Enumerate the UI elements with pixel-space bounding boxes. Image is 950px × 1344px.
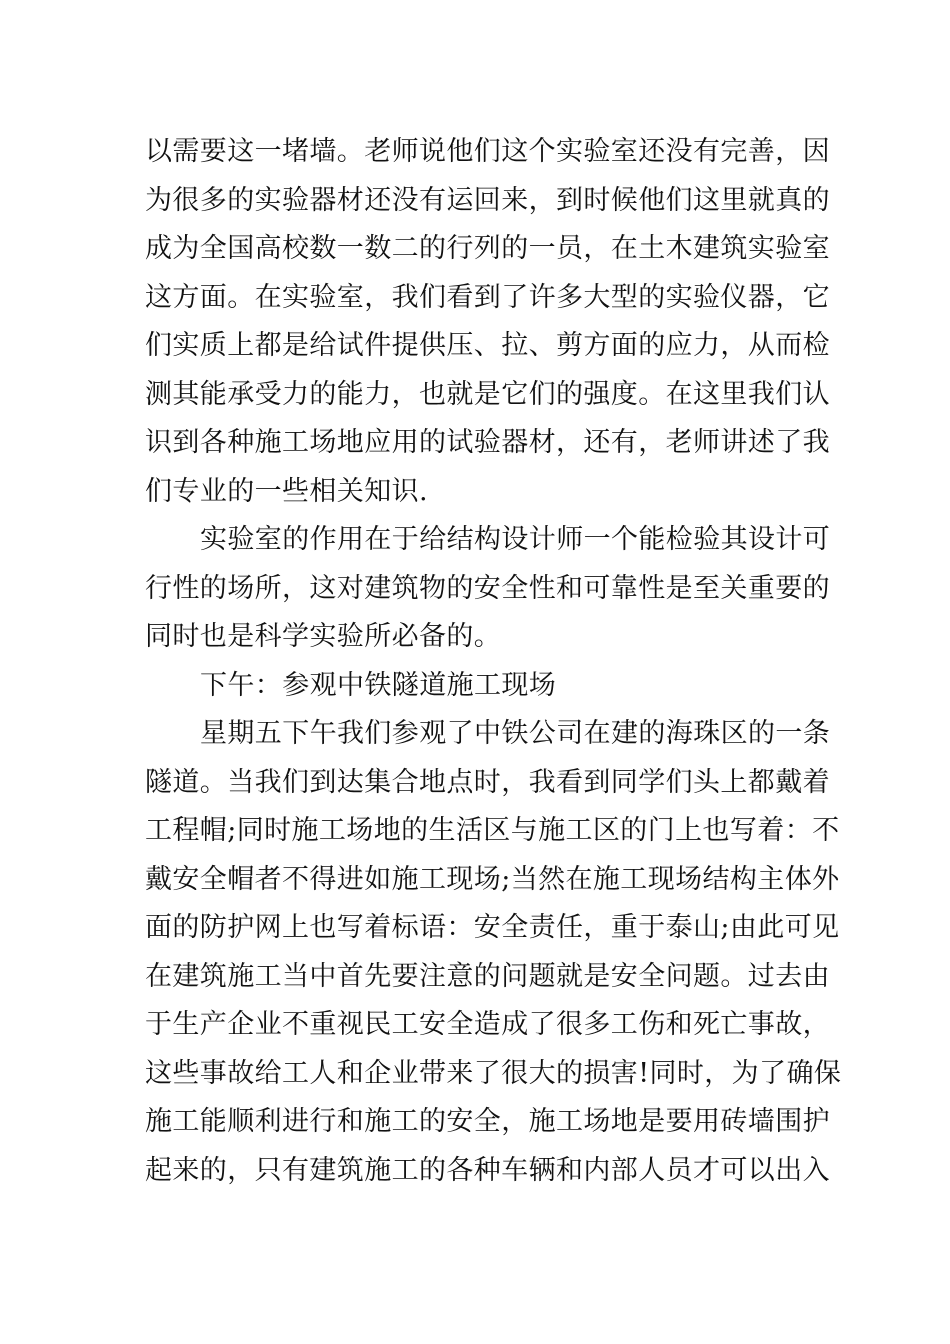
text-line: 测其能承受力的能力，也就是它们的强度。在这里我们认 <box>145 378 830 410</box>
paragraph-first-line: 星期五下午我们参观了中铁公司在建的海珠区的一条 <box>200 718 831 749</box>
text-line: 同时也是科学实验所必备的。 <box>145 621 502 652</box>
section-heading: 下午：参观中铁隧道施工现场 <box>200 669 557 701</box>
text-line: 行性的场所，这对建筑物的安全性和可靠性是至关重要的 <box>145 572 830 604</box>
text-line: 施工能顺利进行和施工的安全，施工场地是要用砖墙围护 <box>145 1106 830 1137</box>
text-line: 以需要这一堵墙。老师说他们这个实验室还没有完善，因 <box>145 136 830 167</box>
text-line: 成为全国高校数一数二的行列的一员，在土木建筑实验室 <box>145 233 830 264</box>
text-line: 在建筑施工当中首先要注意的问题就是安全问题。过去由 <box>145 960 830 992</box>
text-line: 于生产企业不重视民工安全造成了很多工伤和死亡事故， <box>145 1009 830 1040</box>
text-line: 隧道。当我们到达集合地点时，我看到同学们头上都戴着 <box>145 766 830 798</box>
body-text <box>145 128 842 1195</box>
paragraph-first-line: 实验室的作用在于给结构设计师一个能检验其设计可 <box>200 524 831 555</box>
text-line: 们实质上都是给试件提供压、拉、剪方面的应力，从而检 <box>145 330 830 361</box>
text-line: 们专业的一些相关知识. <box>145 475 428 507</box>
text-line: 面的防护网上也写着标语：安全责任，重于泰山;由此可见 <box>145 912 840 943</box>
text-line: 这方面。在实验室，我们看到了许多大型的实验仪器，它 <box>145 281 830 313</box>
text-line: 起来的，只有建筑施工的各种车辆和内部人员才可以出入 <box>145 1154 830 1186</box>
text-line: 为很多的实验器材还没有运回来，到时候他们这里就真的 <box>145 184 830 216</box>
text-line: 识到各种施工场地应用的试验器材，还有，老师讲述了我 <box>145 427 830 458</box>
text-line: 这些事故给工人和企业带来了很大的损害!同时，为了确保 <box>145 1057 842 1089</box>
text-line: 戴安全帽者不得进如施工现场;当然在施工现场结构主体外 <box>145 863 840 895</box>
text-line: 工程帽;同时施工场地的生活区与施工区的门上也写着：不 <box>145 815 840 846</box>
